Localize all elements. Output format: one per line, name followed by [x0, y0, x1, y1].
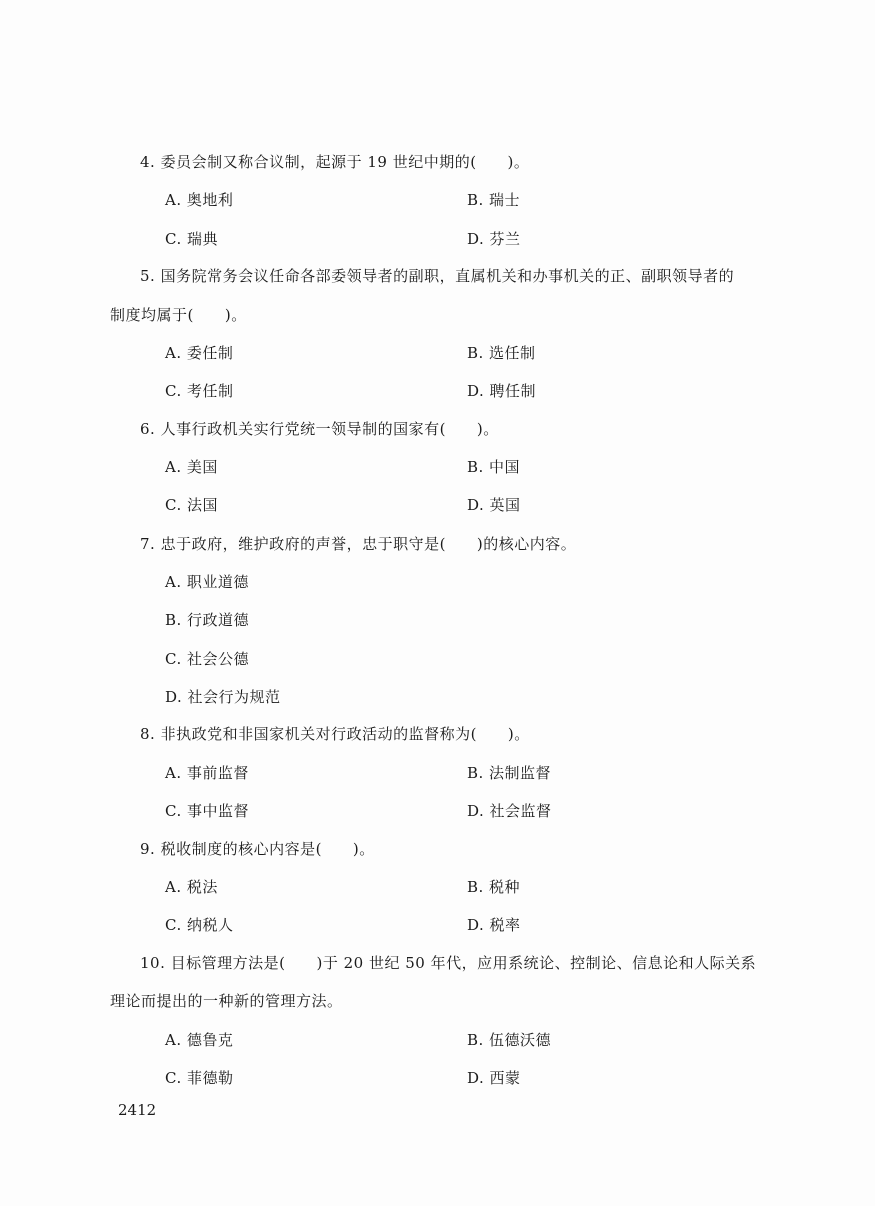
question-9-option-c: C. 纳税人 — [165, 916, 234, 934]
page-code: 2412 — [118, 1101, 157, 1119]
question-6-option-a: A. 美国 — [165, 458, 218, 476]
question-8-option-c: C. 事中监督 — [165, 802, 249, 820]
question-6-option-b: B. 中国 — [467, 458, 521, 476]
question-7-stem: 7. 忠于政府，维护政府的声誉，忠于职守是( )的核心内容。 — [140, 535, 577, 553]
question-4-option-b: B. 瑞士 — [467, 191, 521, 209]
question-7-option-d: D. 社会行为规范 — [165, 688, 281, 706]
question-10-stem-line-2: 理论而提出的一种新的管理方法。 — [110, 992, 343, 1010]
question-9-option-d: D. 税率 — [467, 916, 521, 934]
question-9-stem: 9. 税收制度的核心内容是( )。 — [140, 840, 375, 858]
question-10-stem-line-1: 10. 目标管理方法是( )于 20 世纪 50 年代，应用系统论、控制论、信息论和人际关系 — [140, 954, 757, 972]
question-8-stem: 8. 非执政党和非国家机关对行政活动的监督称为( )。 — [140, 725, 530, 743]
question-5-option-b: B. 选任制 — [467, 344, 536, 362]
question-8-option-b: B. 法制监督 — [467, 764, 552, 782]
question-4-option-a: A. 奥地利 — [165, 191, 234, 209]
question-6-option-d: D. 英国 — [467, 496, 521, 514]
question-7-option-a: A. 职业道德 — [165, 573, 249, 591]
question-5-option-c: C. 考任制 — [165, 382, 234, 400]
question-10-option-d: D. 西蒙 — [467, 1069, 521, 1087]
question-10-option-c: C. 菲德勒 — [165, 1069, 234, 1087]
question-8-option-a: A. 事前监督 — [165, 764, 249, 782]
question-4-option-c: C. 瑞典 — [165, 230, 218, 248]
question-6-stem: 6. 人事行政机关实行党统一领导制的国家有( )。 — [140, 420, 499, 438]
question-5-option-a: A. 委任制 — [165, 344, 234, 362]
question-5-stem-line-2: 制度均属于( )。 — [110, 306, 247, 324]
question-4-option-d: D. 芬兰 — [467, 230, 521, 248]
question-7-option-c: C. 社会公德 — [165, 650, 249, 668]
question-9-option-b: B. 税种 — [467, 878, 521, 896]
question-5-option-d: D. 聘任制 — [467, 382, 537, 400]
question-8-option-d: D. 社会监督 — [467, 802, 552, 820]
question-7-option-b: B. 行政道德 — [165, 611, 250, 629]
question-5-stem-line-1: 5. 国务院常务会议任命各部委领导者的副职，直属机关和办事机关的正、副职领导者的 — [140, 267, 735, 285]
question-4-stem: 4. 委员会制又称合议制，起源于 19 世纪中期的( )。 — [140, 153, 530, 171]
question-9-option-a: A. 税法 — [165, 878, 218, 896]
question-10-option-b: B. 伍德沃德 — [467, 1031, 552, 1049]
question-6-option-c: C. 法国 — [165, 496, 218, 514]
question-10-option-a: A. 德鲁克 — [165, 1031, 234, 1049]
